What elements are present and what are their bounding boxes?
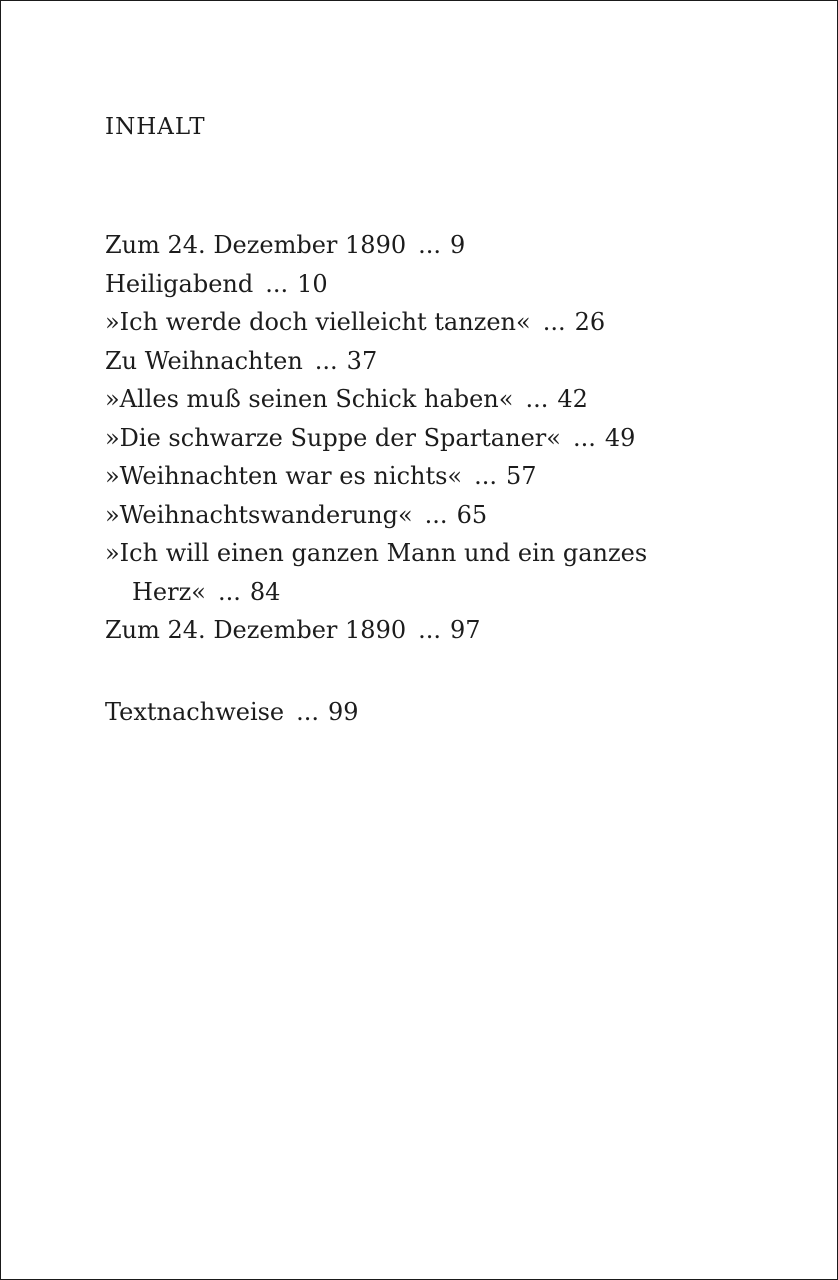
toc-entry-title: »Weihnachtswanderung« [105,500,413,529]
toc-entry-title: »Ich will einen ganzen Mann und ein ganzes [105,539,648,567]
toc-entry[interactable] [105,265,745,304]
toc-entry-page: 99 [328,698,359,726]
toc-entry-page: 97 [450,616,481,644]
toc-entry-title: »Weihnachten war es nichts« [105,462,463,490]
toc-entry-title: »Alles muß seinen Schick haben« [105,385,514,413]
toc-entry-page: 49 [604,423,636,452]
toc-entry-title: »Ich werde doch vielleicht tanzen« [105,308,531,336]
toc-entry-title-cont: Herz« [132,577,206,606]
toc-entry[interactable] [105,496,745,535]
toc-entry[interactable] [105,419,745,458]
toc-entry-page: 42 [557,385,588,413]
toc-entry-page: 65 [456,500,488,529]
toc-separator: ... [265,269,289,298]
toc-entry-title: Heiligabend [105,269,254,298]
toc-separator: ... [572,423,596,452]
table-of-contents [105,226,745,650]
toc-entry[interactable] [105,534,745,611]
toc-entry[interactable] [105,457,745,496]
toc-entry[interactable] [105,342,745,381]
toc-entry-title: Zu Weihnachten [105,346,303,375]
toc-entry-page: 9 [450,231,466,259]
toc-entry-appendix[interactable] [105,693,359,732]
toc-entry[interactable] [105,380,745,419]
toc-separator: ... [217,577,241,606]
toc-separator: ... [418,231,442,259]
toc-entry-page: 10 [297,269,328,298]
toc-entry-title: Zum 24. Dezember 1890 [105,231,407,259]
toc-separator: ... [525,385,549,413]
toc-separator: ... [296,698,320,726]
toc-entry-title: Zum 24. Dezember 1890 [105,616,407,644]
toc-separator: ... [474,462,497,490]
toc-separator: ... [424,500,448,529]
page-title: INHALT [105,114,206,140]
toc-separator: ... [314,346,338,375]
toc-entry-title: »Die schwarze Suppe der Spartaner« [105,423,561,452]
toc-entry-page: 84 [249,577,281,606]
toc-separator: ... [542,308,566,336]
toc-entry-page: 26 [574,308,606,336]
toc-separator: ... [418,616,442,644]
toc-entry[interactable] [105,226,745,265]
toc-entry-continuation [105,573,745,612]
toc-entry-page: 37 [346,346,378,375]
toc-entry-title: Textnachweise [105,698,285,726]
toc-entry[interactable] [105,611,745,650]
toc-entry-page: 57 [506,462,537,490]
toc-entry[interactable] [105,303,745,342]
